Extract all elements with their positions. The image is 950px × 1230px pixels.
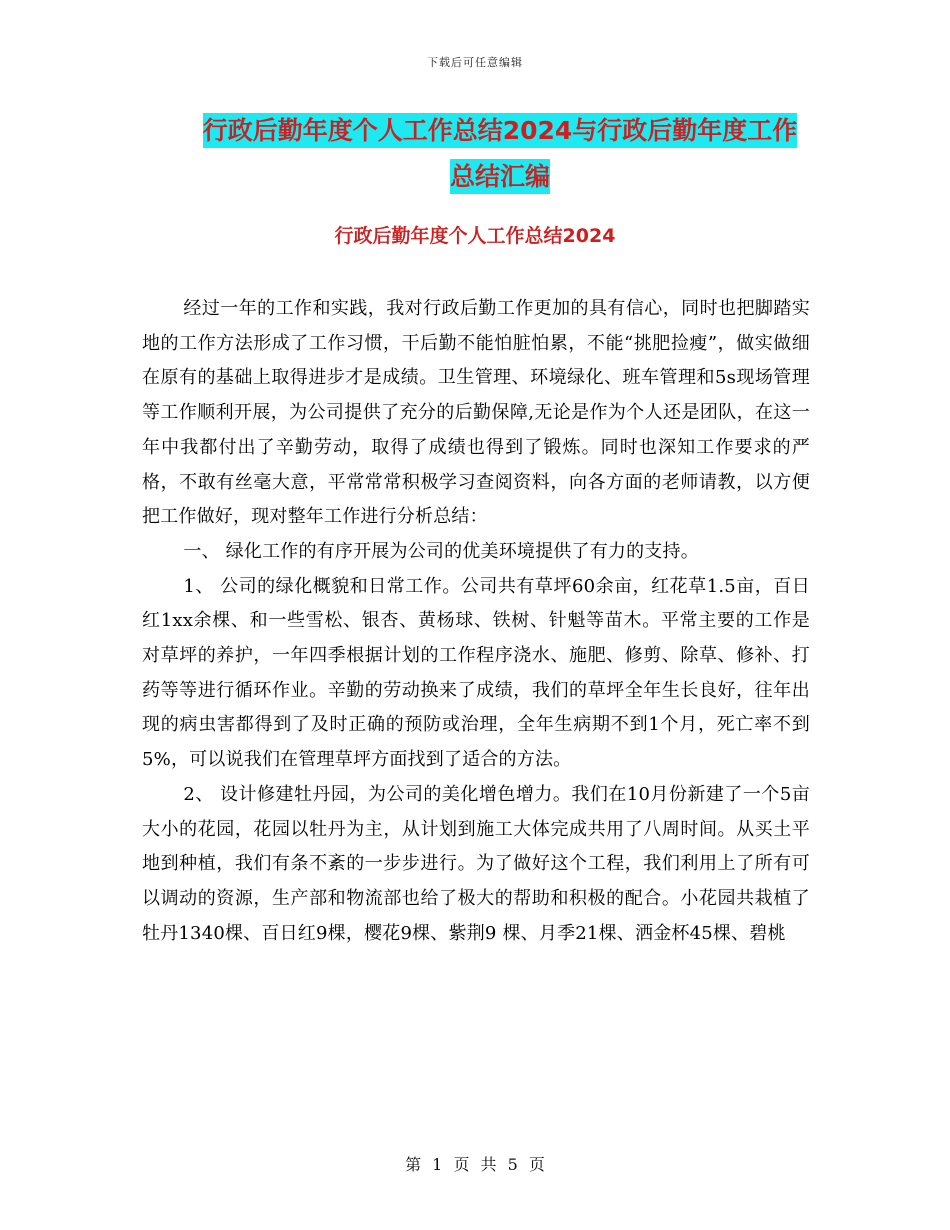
document-title-line-2: 总结汇编: [450, 159, 550, 194]
paragraph-item-2: 2、 设计修建牡丹园，为公司的美化增色增力。我们在10月份新建了一个5亩大小的花园，花园以牡丹为主，从计划到施工大体完成共用了八周时间。从买土平地到种植，我们有条不紊的一步步进行。为了做好这个工程，我们利用上了所有可以调动的资源，生产部和物流部也给了极大的帮助和积极的配合。小花园共栽植了牡丹1340棵、百日红9棵，樱花9棵、紫荆9 棵、月季21棵、洒金杯45棵、碧桃: [142, 783, 810, 944]
paragraph-heading-1: 一、 绿化工作的有序开展为公司的优美环境提供了有力的支持。: [183, 540, 699, 562]
paragraph-intro: 经过一年的工作和实践，我对行政后勤工作更加的具有信心，同时也把脚踏实地的工作方法形成了工作习惯，干后勤不能怕脏怕累，不能“挑肥捡瘦”，做实做细在原有的基础上取得进步才是成绩。卫生管理、环境绿化、班车管理和5s现场管理等工作顺利开展，为公司提供了充分的后勤保障,无论是作为个人还是团队，在这一年中我都付出了辛勤劳动，取得了成绩也得到了锻炼。同时也深知工作要求的严格，不敢有丝毫大意，平常常常积极学习查阅资料，向各方面的老师请教，以方便把工作做好，现对整年工作进行分析总结：: [142, 298, 810, 528]
document-title-line-1: 行政后勤年度个人工作总结2024与行政后勤年度工作: [203, 113, 798, 148]
page-number: 第 1 页 共 5 页: [405, 1155, 545, 1174]
body-text: [142, 292, 810, 951]
page-header-note: 下载后可任意编辑: [427, 56, 523, 69]
section-title: 行政后勤年度个人工作总结2024: [334, 225, 616, 247]
paragraph-item-1: 1、 公司的绿化概貌和日常工作。公司共有草坪60余亩，红花草1.5亩，百日红1xx余棵、和一些雪松、银杏、黄杨球、铁树、针魁等苗木。平常主要的工作是对草坪的养护，一年四季根据计划的工作程序浇水、施肥、修剪、除草、修补、打药等等进行循环作业。辛勤的劳动换来了成绩，我们的草坪全年生长良好，往年出现的病虫害都得到了及时正确的预防或治理，全年生病期不到1个月，死亡率不到5%，可以说我们在管理草坪方面找到了适合的方法。: [142, 575, 810, 771]
document-title: [140, 108, 860, 200]
